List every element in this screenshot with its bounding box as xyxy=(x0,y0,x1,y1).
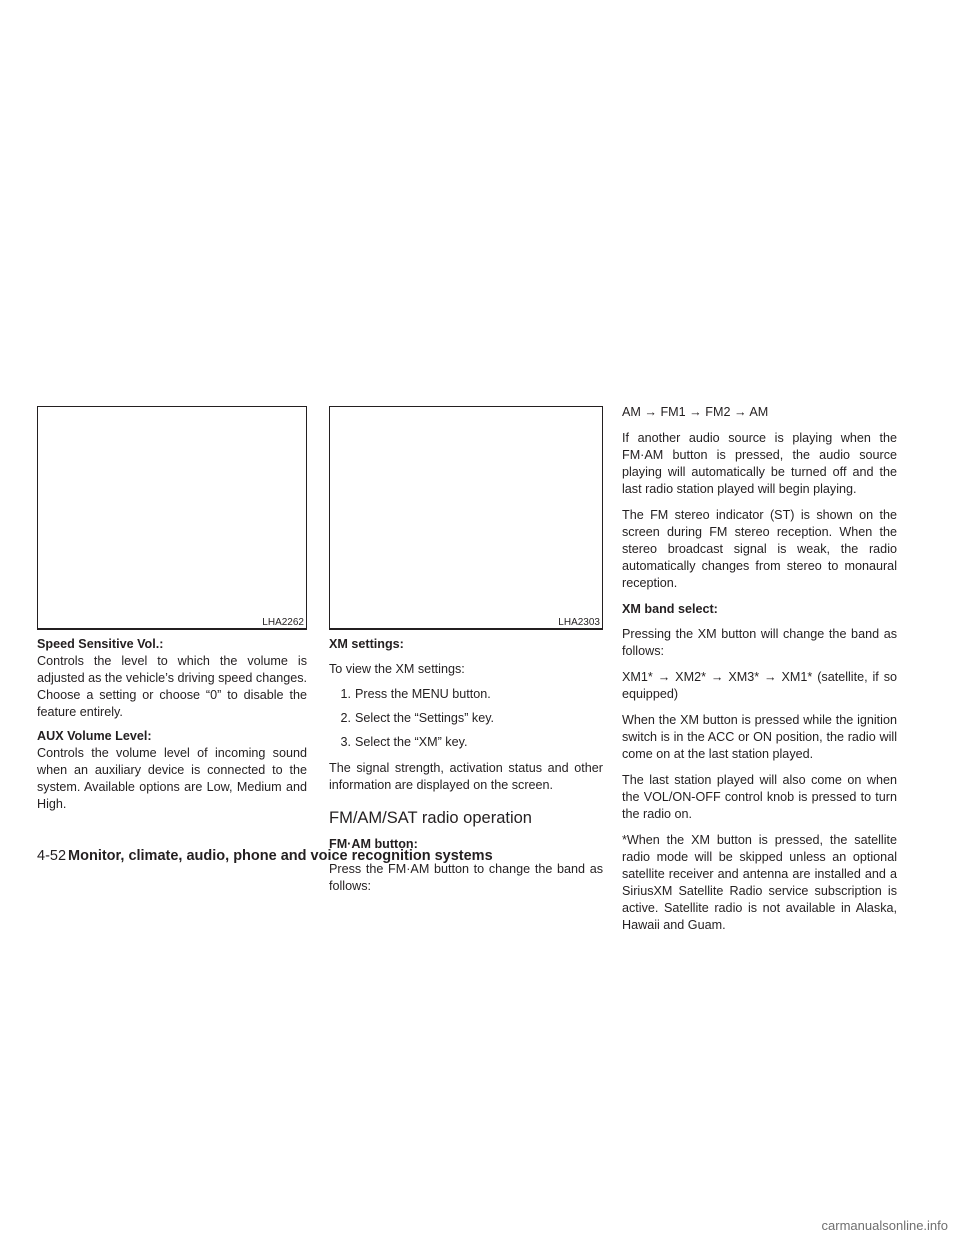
xm-settings-intro: To view the XM settings: xyxy=(329,662,465,676)
speed-sensitive-heading: Speed Sensitive Vol.: xyxy=(37,637,164,651)
other-source-text: If another audio source is playing when the FM·AM button is pressed, the audio source playing will automatically be turned off and the last radio station played will begin playing. xyxy=(622,431,897,496)
list-item xyxy=(329,734,603,751)
xm-settings-heading: XM settings: xyxy=(329,637,404,651)
aux-volume-body: Controls the volume level of incoming sound when an auxiliary device is connected to the system. Available options are Low, Medium and High. xyxy=(37,746,307,811)
column-left xyxy=(37,406,307,820)
figure-lha2303 xyxy=(329,406,603,630)
step-text: Select the “XM” key. xyxy=(355,735,468,749)
speed-sensitive-body: Controls the level to which the volume is adjusted as the vehicle’s driving speed changes. Choose a setting or choose “0” to disable the feature entirely. xyxy=(37,654,308,719)
fmam-button-body: Press the FM·AM button to change the band as follows: xyxy=(329,862,603,893)
step-number: 1. xyxy=(340,687,351,701)
xm-ignition-text: When the XM button is pressed while the ignition switch is in the ACC or ON position, the radio will come on at the last station played. xyxy=(622,713,897,761)
aux-volume-heading: AUX Volume Level: xyxy=(37,729,152,743)
page-footer xyxy=(37,847,493,865)
last-station-text: The last station played will also come on when the VOL/ON-OFF control knob is pressed to turn the radio on. xyxy=(622,773,897,821)
list-item xyxy=(329,686,603,703)
footer-section-name: Monitor, climate, audio, phone and voice recognition systems xyxy=(68,848,493,864)
stereo-indicator-text: The FM stereo indicator (ST) is shown on the screen during FM stereo reception. When the stereo broadcast signal is weak, the radio automatically changes from stereo to monaural reception. xyxy=(622,508,897,590)
figure-lha2262 xyxy=(37,406,307,630)
section-title: FM/AM/SAT radio operation xyxy=(329,809,532,827)
figure-caption-rule xyxy=(330,628,602,629)
satellite-note: *When the XM button is pressed, the satellite radio mode will be skipped unless an optional satellite receiver and antenna are installed and a SiriusXM Satellite Radio service subscription is active. Satellite radio is not available in Alaska, Hawaii and Guam. xyxy=(622,833,897,932)
list-item xyxy=(329,710,603,727)
fmam-button-heading: FM·AM button: xyxy=(329,837,418,851)
xm-band-sequence: XM1* → XM2* → XM3* → XM1* (satellite, if so equipped) xyxy=(622,670,897,701)
xm-band-body: Pressing the XM button will change the band as follows: xyxy=(622,627,897,658)
band-sequence: AM → FM1 → FM2 → AM xyxy=(622,405,769,419)
step-text: Press the MENU button. xyxy=(355,687,491,701)
watermark: carmanualsonline.info xyxy=(821,1218,948,1233)
signal-info-text: The signal strength, activation status and other information are displayed on the screen. xyxy=(329,761,603,792)
page-number: 4-52 xyxy=(37,848,67,864)
step-number: 3. xyxy=(340,735,351,749)
figure-caption-rule xyxy=(38,628,306,629)
xm-settings-steps xyxy=(329,686,603,751)
column-middle xyxy=(329,406,603,904)
figure-label: LHA2262 xyxy=(262,617,304,628)
step-text: Select the “Settings” key. xyxy=(355,711,495,725)
column-right xyxy=(622,404,897,943)
figure-label: LHA2303 xyxy=(558,617,600,628)
xm-band-heading: XM band select: xyxy=(622,602,718,616)
step-number: 2. xyxy=(340,711,351,725)
